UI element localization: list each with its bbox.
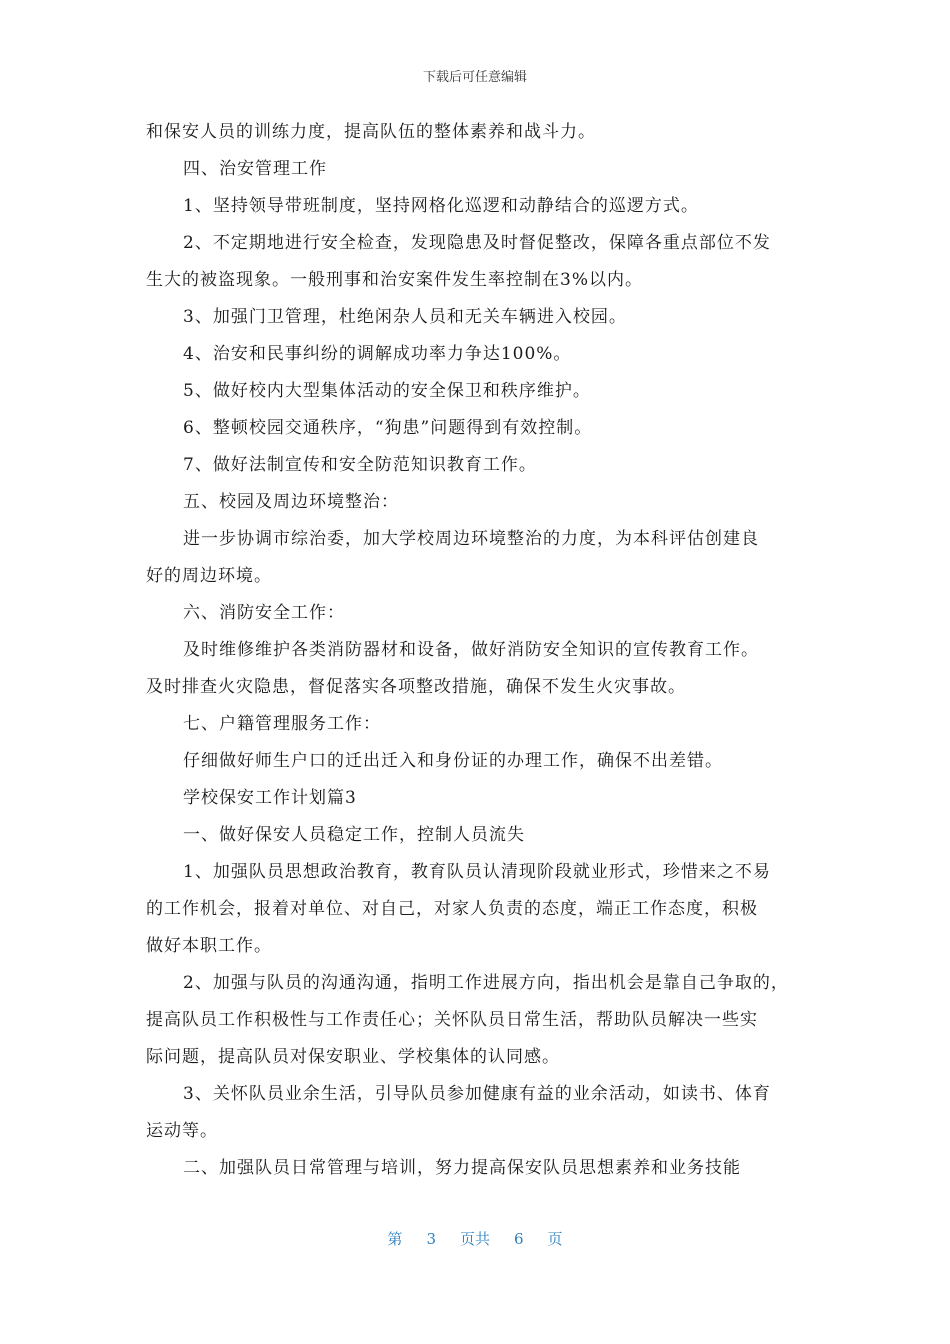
text-line: 进一步协调市综治委，加大学校周边环境整治的力度，为本科评估创建良 (183, 529, 759, 549)
text-line: 一、做好保安人员稳定工作，控制人员流失 (183, 825, 525, 845)
text-line: 做好本职工作。 (146, 936, 272, 956)
text-line: 际问题，提高队员对保安职业、学校集体的认同感。 (146, 1047, 560, 1067)
footer-total-prefix: 页共 (459, 1230, 490, 1248)
footer-page-prefix: 第 (387, 1230, 403, 1248)
footer-page-suffix: 页 (547, 1230, 563, 1248)
footer-page-number: 3 (426, 1230, 436, 1248)
text-line: 5、做好校内大型集体活动的安全保卫和秩序维护。 (183, 381, 591, 401)
text-line: 四、治安管理工作 (183, 159, 327, 179)
text-line: 7、做好法制宣传和安全防范知识教育工作。 (183, 455, 537, 475)
text-line: 提高队员工作积极性与工作责任心；关怀队员日常生活，帮助队员解决一些实 (146, 1010, 758, 1030)
text-line: 1、坚持领导带班制度，坚持网格化巡逻和动静结合的巡逻方式。 (183, 196, 699, 216)
text-line: 及时排查火灾隐患，督促落实各项整改措施，确保不发生火灾事故。 (146, 677, 686, 697)
page-header: 下载后可任意编辑 (422, 70, 527, 85)
text-line: 2、不定期地进行安全检查，发现隐患及时督促整改，保障各重点部位不发 (183, 233, 771, 253)
text-line: 及时维修维护各类消防器材和设备，做好消防安全知识的宣传教育工作。 (183, 640, 759, 660)
text-line: 学校保安工作计划篇3 (183, 788, 357, 808)
text-line: 仔细做好师生户口的迁出迁入和身份证的办理工作，确保不出差错。 (183, 751, 723, 771)
page-footer (0, 1228, 950, 1249)
text-line: 生大的被盗现象。一般刑事和治安案件发生率控制在3%以内。 (146, 270, 643, 290)
text-line: 二、加强队员日常管理与培训，努力提高保安队员思想素养和业务技能 (183, 1158, 741, 1178)
text-line: 1、加强队员思想政治教育，教育队员认清现阶段就业形式，珍惜来之不易 (183, 862, 771, 882)
text-line: 4、治安和民事纠纷的调解成功率力争达100%。 (183, 344, 572, 364)
document-body (146, 114, 816, 1187)
text-line: 6、整顿校园交通秩序，“狗患”问题得到有效控制。 (183, 418, 593, 438)
text-line: 七、户籍管理服务工作： (183, 714, 381, 734)
text-line: 运动等。 (146, 1121, 218, 1141)
text-line: 和保安人员的训练力度，提高队伍的整体素养和战斗力。 (146, 122, 596, 142)
text-line: 五、校园及周边环境整治： (183, 492, 399, 512)
text-line: 3、关怀队员业余生活，引导队员参加健康有益的业余活动，如读书、体育 (183, 1084, 771, 1104)
text-line: 的工作机会，报着对单位、对自己，对家人负责的态度，端正工作态度，积极 (146, 899, 758, 919)
footer-total-pages: 6 (514, 1230, 524, 1248)
text-line: 六、消防安全工作： (183, 603, 345, 623)
text-line: 3、加强门卫管理，杜绝闲杂人员和无关车辆进入校园。 (183, 307, 627, 327)
text-line: 2、加强与队员的沟通沟通，指明工作进展方向，指出机会是靠自己争取的， (183, 973, 789, 993)
text-line: 好的周边环境。 (146, 566, 272, 586)
